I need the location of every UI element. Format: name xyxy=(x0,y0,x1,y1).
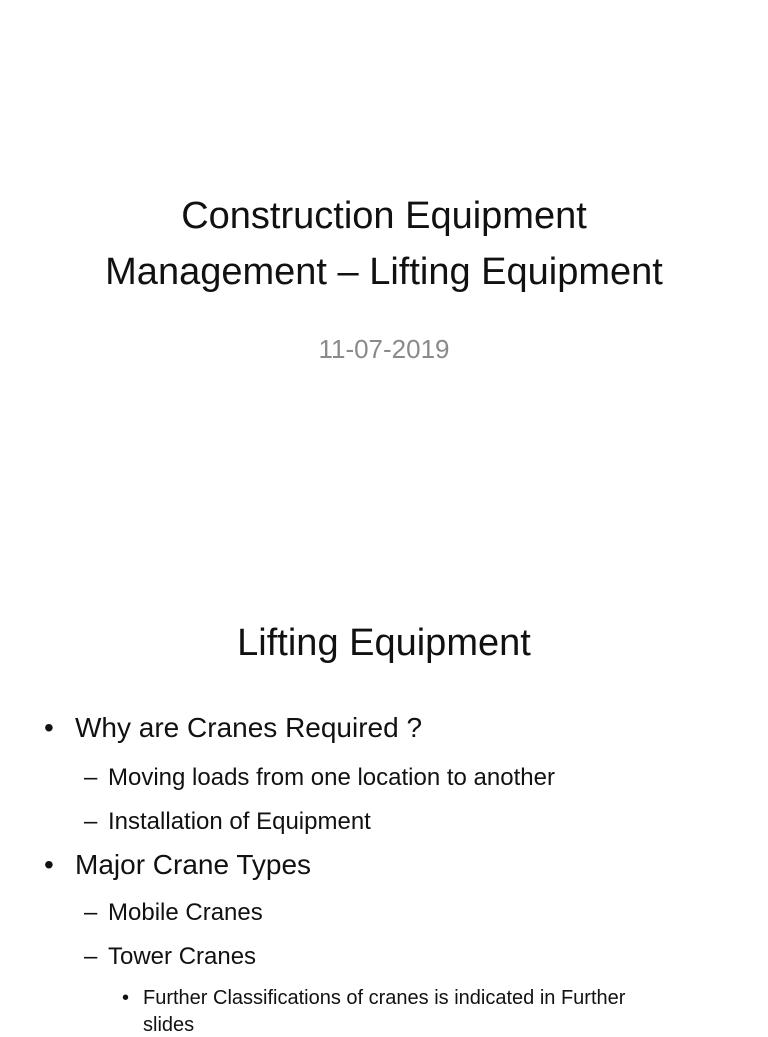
dash-icon: – xyxy=(84,899,98,926)
bullet-text: Major Crane Types xyxy=(75,849,312,880)
bullet-text: Why are Cranes Required ? xyxy=(75,712,423,743)
dash-icon: – xyxy=(84,808,98,835)
title-line-1: Construction Equipment xyxy=(181,195,587,237)
sub-bullet-text: Mobile Cranes xyxy=(108,899,263,926)
slide-title xyxy=(0,188,768,300)
dash-icon: – xyxy=(84,943,98,970)
sub-sub-bullet-continuation: slides xyxy=(143,1014,195,1036)
content-slide xyxy=(0,576,768,1036)
sub-bullet-item xyxy=(84,808,371,836)
bullet-icon: • xyxy=(44,712,54,743)
sub-bullet-text: Moving loads from one location to another xyxy=(108,764,555,791)
sub-sub-bullet-text: Further Classifications of cranes is indicated in Further xyxy=(143,987,626,1009)
sub-bullet-item xyxy=(84,764,555,792)
bullet-item xyxy=(44,849,311,881)
bullet-icon: • xyxy=(44,849,54,880)
bullet-item xyxy=(44,712,422,744)
bullet-icon: • xyxy=(122,987,130,1009)
sub-bullet-text: Installation of Equipment xyxy=(108,808,371,835)
sub-bullet-item xyxy=(84,943,256,971)
sub-sub-bullet-item xyxy=(122,987,625,1010)
slide-heading: Lifting Equipment xyxy=(237,622,531,664)
title-line-2: Management – Lifting Equipment xyxy=(105,251,663,293)
sub-bullet-item xyxy=(84,899,263,927)
slide-date: 11-07-2019 xyxy=(318,334,450,364)
sub-bullet-text: Tower Cranes xyxy=(108,943,257,970)
dash-icon: – xyxy=(84,764,98,791)
